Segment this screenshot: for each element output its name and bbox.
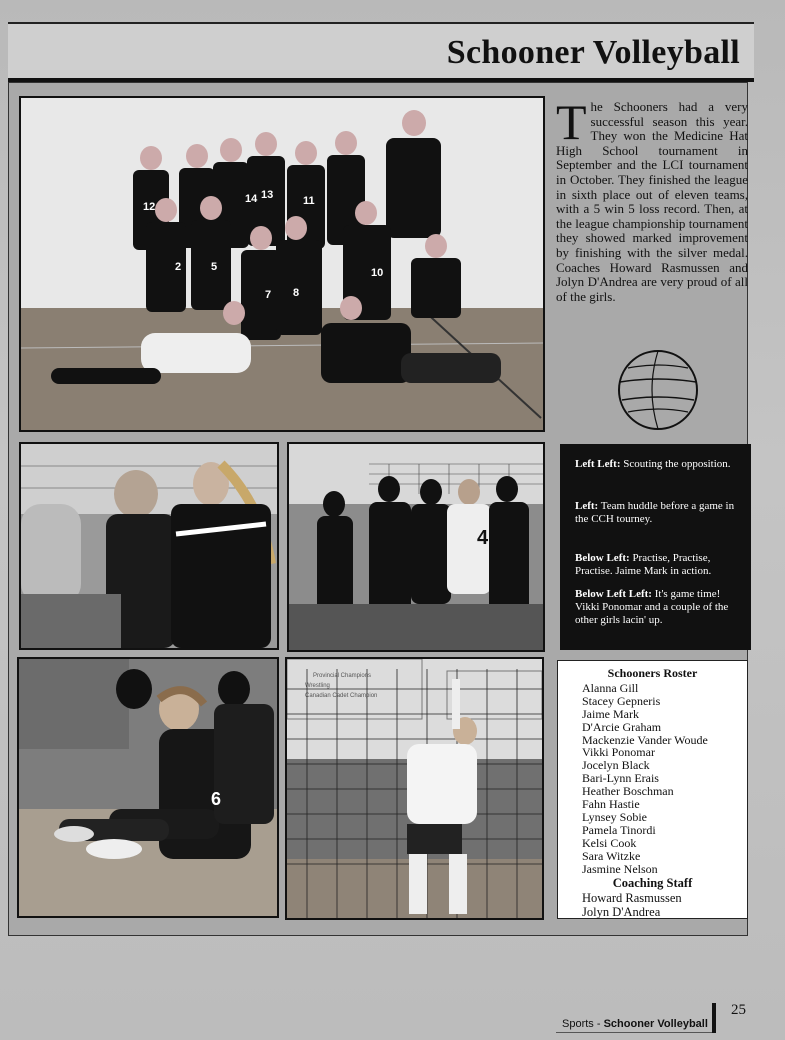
roster-player: D'Arcie Graham (582, 719, 662, 734)
roster-player: Sara Witzke (582, 848, 641, 863)
page-number: 25 (731, 1002, 746, 1018)
volleyball-icon (616, 348, 700, 432)
caption-label: Below Left Left: (575, 588, 652, 600)
page-title: Schooner Volleyball (446, 34, 740, 71)
practice-photo (285, 657, 544, 920)
coach-name: Howard Rasmussen (582, 891, 682, 906)
jersey-number: 14 (245, 193, 258, 205)
jersey-number: 11 (303, 195, 315, 207)
coach-name: Jolyn D'Andrea (582, 905, 661, 920)
caption-label: Below Left: (575, 552, 630, 564)
roster-player: Stacey Gepneris (582, 693, 661, 708)
roster-player: Heather Boschman (582, 784, 674, 799)
roster-title: Schooners Roster (607, 666, 698, 680)
lacing-up-photo (17, 657, 279, 918)
jersey-number: 5 (211, 261, 218, 273)
coaching-staff-title: Coaching Staff (612, 875, 693, 890)
roster-player: Jaime Mark (582, 706, 639, 721)
scouting-photo (19, 442, 279, 650)
huddle-photo (287, 442, 545, 652)
page-footer (562, 1018, 708, 1030)
caption-3 (575, 552, 745, 578)
caption-text: Scouting the opposition. (623, 458, 731, 470)
caption-label: Left Left: (575, 458, 621, 470)
footer-bar (712, 1003, 716, 1033)
drop-cap: T (556, 94, 587, 150)
caption-2 (575, 500, 745, 526)
wall-banner-text: Canadian Cadet Champion (305, 693, 378, 699)
roster-player: Alanna Gill (582, 680, 639, 695)
footer-section: Sports (562, 1018, 594, 1030)
title-bar (8, 22, 754, 82)
jersey-number: 2 (175, 261, 182, 273)
jersey-number: 6 (211, 789, 222, 809)
caption-text: Team huddle before a game in the CCH tourney. (575, 500, 735, 525)
roster-player: Kelsi Cook (582, 835, 637, 850)
roster-player: Jocelyn Black (582, 758, 650, 773)
footer-rule (556, 1032, 712, 1033)
roster-player: Fahn Hastie (582, 797, 640, 812)
jersey-number: 10 (371, 267, 384, 279)
caption-label: Left: (575, 500, 599, 512)
roster-box (557, 660, 748, 919)
jersey-number: 13 (261, 189, 274, 201)
roster-player: Bari-Lynn Erais (582, 771, 659, 786)
roster-player: Lynsey Sobie (582, 809, 647, 824)
caption-box (560, 444, 751, 650)
footer-separator: - (596, 1018, 601, 1030)
caption-4 (575, 588, 745, 627)
roster-player: Pamela Tinordi (582, 822, 656, 837)
jersey-number: 12 (143, 201, 156, 213)
team-photo (19, 96, 545, 432)
footer-topic: Schooner Volleyball (603, 1018, 708, 1030)
roster-player: Jasmine Nelson (582, 861, 658, 876)
caption-text: Practise, Practise, Practise. Jaime Mark in action. (575, 552, 712, 577)
coaching-staff-list (582, 891, 747, 919)
caption-text: It's game time! Vikki Ponomar and a couple of the other girls lacin' up. (575, 588, 729, 626)
caption-1 (575, 458, 745, 471)
jersey-number: 7 (265, 289, 272, 301)
intro-paragraph (556, 94, 748, 304)
wall-banner-text: Wrestling (305, 683, 330, 689)
roster-list (582, 682, 747, 876)
roster-player: Mackenzie Vander Woude (582, 732, 708, 747)
wall-banner-text: Provincial Champions (313, 673, 372, 679)
jersey-number: 4 (477, 527, 489, 549)
intro-text: he Schooners had a very successful season this year. They won the Medicine Hat High School tournament in September and the LCI tournament in October. They finished the league in sixth place out of eleven teams, with a 5 win 5 loss record. Then, at the league championship tournament they showed marked improvement by finishing with the silver medal. Coaches Howard Rasmussen and Jolyn D'Andrea are very proud of all of the girls. (556, 99, 748, 304)
roster-player: Vikki Ponomar (582, 745, 655, 760)
jersey-number: 8 (293, 287, 300, 299)
